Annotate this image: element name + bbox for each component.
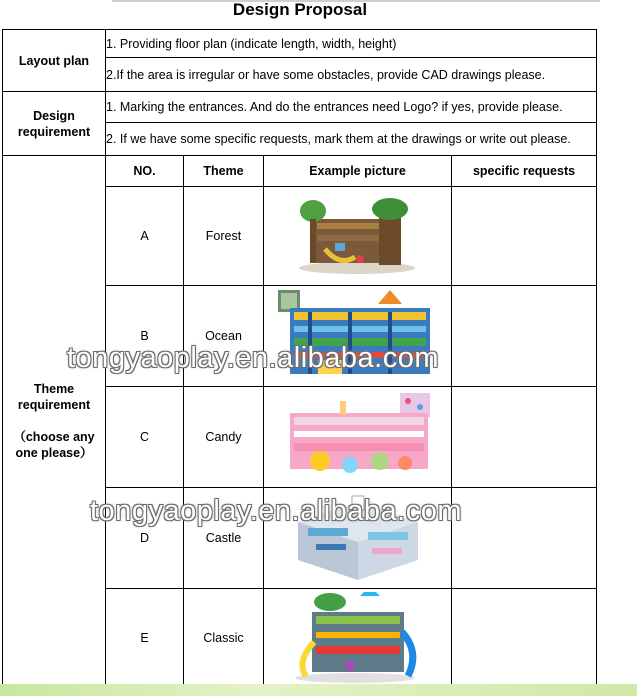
example-picture-cell [264, 187, 452, 286]
theme-requirement-label [3, 156, 106, 687]
layout-plan-item-1: 1. Providing floor plan (indicate length, width, height) [106, 30, 597, 58]
layout-plan-label: Layout plan [3, 30, 106, 92]
theme-label-line4: one please） [15, 446, 93, 460]
example-picture-cell [264, 589, 452, 687]
theme-label-line1: Theme [33, 382, 75, 396]
table-row [3, 92, 597, 123]
header-no: NO. [106, 156, 184, 187]
design-requirement-label [3, 92, 106, 156]
theme-name: Forest [184, 187, 264, 286]
table-row [3, 30, 597, 58]
header-theme: Theme [184, 156, 264, 187]
watermark-1: tongyaoplay.en.alibaba.com [67, 342, 439, 374]
theme-no: D [106, 488, 184, 589]
theme-no: C [106, 387, 184, 488]
watermark-2: tongyaoplay.en.alibaba.com [90, 495, 462, 527]
specific-requests-cell [452, 286, 597, 387]
theme-label-line2: requirement [17, 398, 91, 412]
specific-requests-cell [452, 187, 597, 286]
theme-label-line3: （choose any [13, 430, 95, 444]
design-requirement-item-1: 1. Marking the entrances. And do the entrances need Logo? if yes, provide please. [106, 92, 597, 123]
theme-name: Candy [184, 387, 264, 488]
layout-plan-item-2: 2.If the area is irregular or have some obstacles, provide CAD drawings please. [106, 58, 597, 92]
header-example-picture: Example picture [264, 156, 452, 187]
forest-playground-picture [295, 197, 420, 275]
theme-name: Ocean [184, 286, 264, 387]
specific-requests-cell [452, 589, 597, 687]
header-specific-requests: specific requests [452, 156, 597, 187]
page-title: Design Proposal [232, 0, 368, 19]
design-label-line1: Design [33, 108, 75, 123]
theme-no: A [106, 187, 184, 286]
theme-no: E [106, 589, 184, 687]
specific-requests-cell [452, 488, 597, 589]
candy-playground-picture [280, 391, 435, 483]
bottom-decor-band [0, 684, 637, 696]
specific-requests-cell [452, 387, 597, 488]
classic-playground-picture [290, 592, 425, 684]
example-picture-cell [264, 387, 452, 488]
design-requirement-item-2: 2. If we have some specific requests, mark them at the drawings or write out please. [106, 123, 597, 156]
theme-no: B [106, 286, 184, 387]
design-label-line2: requirement [17, 124, 91, 139]
theme-name: Castle [184, 488, 264, 589]
table-header-row [3, 156, 597, 187]
theme-name: Classic [184, 589, 264, 687]
